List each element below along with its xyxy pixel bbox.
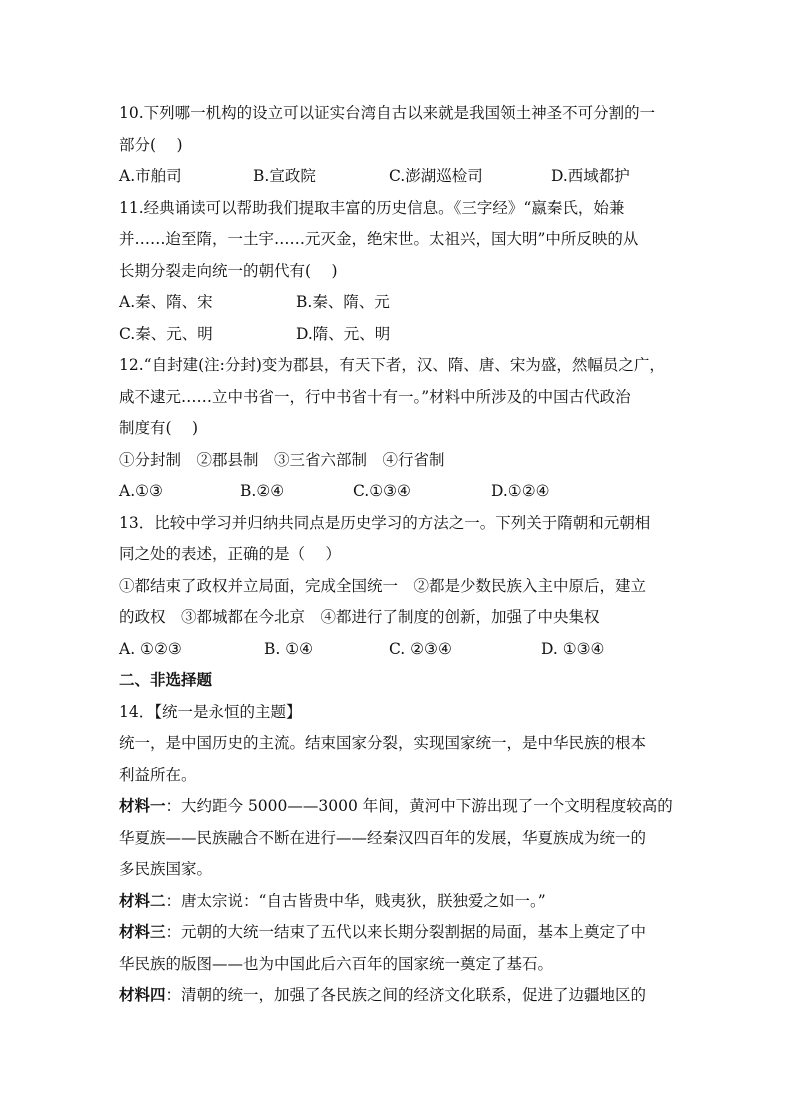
material-4-label: 材料四 — [119, 986, 166, 1004]
material-2-label: 材料二 — [119, 891, 166, 910]
q12-stem-line-3: 制度有( ) — [119, 419, 199, 437]
q14-intro-line-1: 统一，是中国历史的主流。结束国家分裂，实现国家统一，是中华民族的根本 — [119, 734, 647, 752]
q13-stem-line-2: 同之处的表述，正确的是（ ） — [119, 545, 341, 563]
q10-option-a: A.市舶司 — [119, 167, 182, 185]
q10-option-b: B.宣政院 — [253, 167, 316, 185]
q12-stem-line-2: 咸不逮元……立中书省一，行中书省十有一。”材料中所涉及的中国古代政治 — [119, 387, 631, 406]
material-1-line-1 — [119, 791, 679, 823]
q13-option-d: D. ①③④ — [541, 639, 605, 658]
q14-intro-line-2: 利益所在。 — [119, 765, 197, 784]
q11-option-c: C.秦、元、明 — [119, 324, 213, 343]
material-1-text: ：大约距今 5000——3000 年间，黄河中下游出现了一个文明程度较高的 — [165, 797, 673, 815]
q11-options-row-2 — [119, 319, 679, 351]
q13-option-c: C. ②③④ — [389, 639, 452, 658]
q11-option-d: D.隋、元、明 — [296, 324, 391, 343]
q11-stem-line-2: 并……迨至隋，一土宇……元灭金，绝宋世。太祖兴，国大明”中所反映的从 — [119, 230, 639, 248]
material-1-label: 材料一 — [119, 797, 166, 815]
q13-option-a: A. ①②③ — [119, 639, 182, 658]
q12-items: ①分封制 ②郡县制 ③三省六部制 ④行省制 — [119, 450, 445, 469]
q10-option-d: D.西域都护 — [551, 167, 630, 185]
q10-option-c: C.澎湖巡检司 — [389, 167, 483, 185]
q13-options — [119, 634, 679, 666]
q12-stem-line-1: 12.“自封建(注:分封)变为郡县，有天下者，汉、隋、唐、宋为盛，然幅员之广， — [119, 356, 665, 374]
q12-option-d: D.①②④ — [491, 482, 550, 500]
q11-stem-line-1: 11.经典诵读可以帮助我们提取丰富的历史信息。《三字经》“嬴秦氏，始兼 — [119, 198, 625, 217]
q12-option-a: A.①③ — [119, 482, 163, 500]
q11-options-row-1 — [119, 287, 679, 319]
material-3-text: ：元朝的大统一结束了五代以来长期分裂割据的局面，基本上奠定了中 — [165, 923, 647, 941]
q13-option-b: B. ①④ — [264, 639, 314, 658]
q10-options — [119, 161, 679, 193]
material-1-line-3: 多民族国家。 — [119, 860, 213, 878]
material-2-line-1 — [119, 886, 679, 918]
q10-stem-line-1: 10.下列哪一机构的设立可以证实台湾自古以来就是我国领土神圣不可分割的一 — [119, 104, 656, 122]
material-3-label: 材料三 — [119, 923, 166, 941]
material-3-line-2: 华民族的版图——也为中国此后六百年的国家统一奠定了基石。 — [119, 954, 554, 973]
material-1-line-2: 华夏族——民族融合不断在进行——经秦汉四百年的发展，华夏族成为统一的 — [119, 828, 647, 847]
q12-options — [119, 476, 679, 508]
material-4-line-1 — [119, 980, 679, 1012]
material-3-line-1 — [119, 917, 679, 949]
q11-option-a: A.秦、隋、宋 — [119, 293, 213, 311]
q12-option-b: B.②④ — [240, 482, 285, 500]
material-2-text: ：唐太宗说：“自古皆贵中华，贱夷狄，朕独爱之如一。” — [165, 891, 546, 910]
q11-stem-line-3: 长期分裂走向统一的朝代有( ) — [119, 261, 338, 280]
document-content — [119, 98, 679, 1012]
section-title: 二、非选择题 — [119, 671, 213, 689]
q13-stem-line-1: 13．比较中学习并归纳共同点是历史学习的方法之一。下列关于隋朝和元朝相 — [119, 513, 651, 532]
q11-option-b: B.秦、隋、元 — [296, 293, 390, 311]
q13-stem-line-4: 的政权 ③都城都在今北京 ④都进行了制度的创新，加强了中央集权 — [119, 608, 600, 626]
material-4-text: ：清朝的统一，加强了各民族之间的经济文化联系，促进了边疆地区的 — [165, 986, 647, 1004]
q14-heading: 14．【统一是永恒的主题】 — [119, 702, 302, 721]
q10-stem-line-2: 部分( ) — [119, 135, 183, 154]
q12-option-c: C.①③④ — [353, 482, 411, 500]
q13-stem-line-3: ①都结束了政权并立局面，完成全国统一 ②都是少数民族入主中原后，建立 — [119, 576, 647, 595]
